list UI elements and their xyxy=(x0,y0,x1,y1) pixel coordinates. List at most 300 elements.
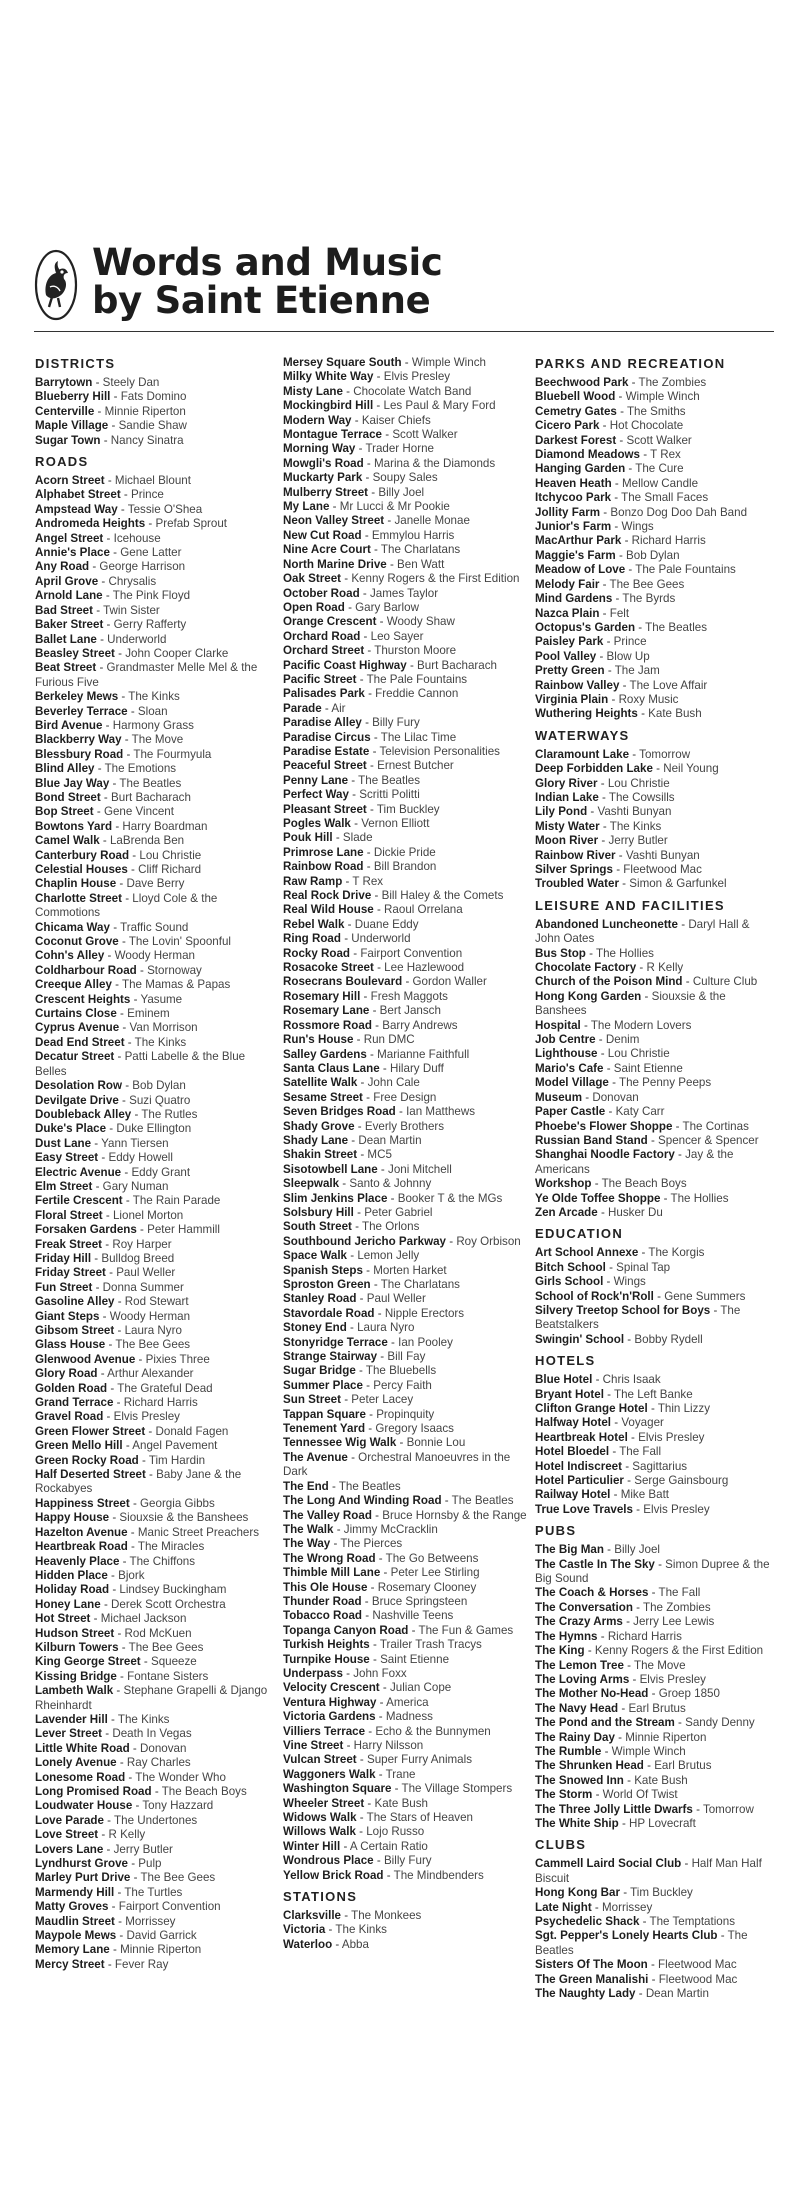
artist-name: Paul Weller xyxy=(116,1266,176,1280)
list-item xyxy=(535,1659,775,1673)
separator: - xyxy=(340,932,352,946)
separator: - xyxy=(441,1494,452,1508)
place-name: Montague Terrace xyxy=(283,428,382,442)
list-item xyxy=(35,1756,275,1770)
list-item xyxy=(35,1540,275,1554)
list-item xyxy=(35,1799,275,1813)
separator: - xyxy=(620,1886,631,1900)
artist-name: Tony Hazzard xyxy=(142,1799,214,1813)
place-name: Floral Street xyxy=(35,1208,103,1222)
place-name: Heavenly Place xyxy=(35,1554,120,1568)
artist-name: Fleetwood Mac xyxy=(658,1972,738,1986)
separator: - xyxy=(375,1767,386,1781)
list-item xyxy=(535,434,775,448)
place-name: Santa Claus Lane xyxy=(283,1061,380,1075)
artist-name: The Cortinas xyxy=(682,1119,749,1133)
place-name: The Navy Head xyxy=(535,1701,619,1715)
separator: - xyxy=(611,1416,622,1430)
place-name: Art School Annexe xyxy=(535,1246,639,1260)
separator: - xyxy=(354,1119,365,1133)
place-name: Silvery Treetop School for Boys xyxy=(535,1303,711,1317)
list-item xyxy=(283,644,531,658)
list-item xyxy=(535,918,775,947)
separator: - xyxy=(100,790,112,804)
artist-name: The Rutles xyxy=(141,1107,198,1121)
place-name: The Valley Road xyxy=(283,1508,372,1522)
place-name: Satellite Walk xyxy=(283,1076,358,1090)
place-name: Marley Purt Drive xyxy=(35,1871,131,1885)
place-name: Hazelton Avenue xyxy=(35,1525,128,1539)
artist-name: Morten Harket xyxy=(373,1263,447,1277)
separator: - xyxy=(609,1445,620,1459)
separator: - xyxy=(122,1439,133,1453)
header-divider xyxy=(34,331,774,332)
list-item xyxy=(35,1929,275,1943)
artist-name: Sloan xyxy=(137,704,168,718)
separator: - xyxy=(105,1338,116,1352)
artist-name: Lou Christie xyxy=(139,848,202,862)
separator: - xyxy=(364,687,376,701)
section-heading: PARKS AND RECREATION xyxy=(535,356,726,371)
separator: - xyxy=(367,1580,378,1594)
artist-name: The Mindbenders xyxy=(393,1868,484,1882)
list-item xyxy=(35,1655,275,1669)
column-2 xyxy=(283,356,531,1952)
place-name: Kilburn Towers xyxy=(35,1640,119,1654)
list-item xyxy=(35,1137,275,1151)
artist-name: Sandy Denny xyxy=(685,1716,755,1730)
list-item xyxy=(283,1667,531,1681)
place-name: Decatur Street xyxy=(35,1050,115,1064)
place-name: Parade xyxy=(283,701,322,715)
artist-name: Steely Dan xyxy=(102,376,160,389)
list-item xyxy=(535,791,775,805)
place-name: Camel Walk xyxy=(35,834,100,848)
separator: - xyxy=(619,678,630,692)
separator: - xyxy=(90,1612,101,1626)
separator: - xyxy=(145,1424,156,1438)
separator: - xyxy=(369,1004,380,1018)
separator: - xyxy=(379,1681,390,1695)
place-name: Widows Walk xyxy=(283,1811,357,1825)
separator: - xyxy=(103,531,114,545)
place-name: Green Flower Street xyxy=(35,1424,146,1438)
list-item xyxy=(35,1454,275,1468)
list-item xyxy=(35,1555,275,1569)
artist-name: Richard Harris xyxy=(631,534,706,548)
place-name: Rossmore Road xyxy=(283,1018,372,1032)
artist-name: Derek Scott Orchestra xyxy=(111,1597,226,1611)
artist-name: Les Paul & Mary Ford xyxy=(383,399,496,413)
separator: - xyxy=(329,500,340,514)
place-name: Peaceful Street xyxy=(283,759,367,773)
list-item xyxy=(35,1021,275,1035)
place-name: Green Rocky Road xyxy=(35,1453,139,1467)
separator: - xyxy=(362,1263,374,1277)
separator: - xyxy=(584,1644,595,1658)
place-name: Blackberry Way xyxy=(35,733,122,747)
list-item xyxy=(535,1558,775,1587)
list-item xyxy=(283,990,531,1004)
place-name: The Naughty Lady xyxy=(535,1987,636,2001)
list-item xyxy=(535,1774,775,1788)
place-name: Tennessee Wig Walk xyxy=(283,1436,397,1450)
artist-name: Fontane Sisters xyxy=(127,1669,209,1683)
separator: - xyxy=(342,874,353,888)
place-name: The Crazy Arms xyxy=(535,1615,623,1629)
list-item xyxy=(283,1321,531,1335)
place-name: Blind Alley xyxy=(35,762,95,776)
place-name: Barrytown xyxy=(35,376,93,389)
artist-name: Groep 1850 xyxy=(658,1687,720,1701)
artist-name: Rod Stewart xyxy=(124,1295,189,1309)
artist-name: Ernest Butcher xyxy=(377,759,454,773)
separator: - xyxy=(678,917,689,931)
separator: - xyxy=(383,1868,394,1882)
artist-name: The Rain Parade xyxy=(132,1194,221,1208)
list-item xyxy=(283,1797,531,1811)
place-name: The Wrong Road xyxy=(283,1551,376,1565)
artist-name: The Go Betweens xyxy=(385,1551,479,1565)
separator: - xyxy=(100,433,111,447)
separator: - xyxy=(386,557,398,571)
page-title xyxy=(92,241,443,322)
header xyxy=(34,241,774,324)
list-item xyxy=(35,892,275,921)
place-name: Ampstead Way xyxy=(35,502,118,516)
artist-name: Gordon Waller xyxy=(412,975,487,989)
separator: - xyxy=(621,1459,633,1473)
artist-name: Suzi Quatro xyxy=(129,1093,191,1107)
separator: - xyxy=(109,1583,120,1597)
place-name: New Cut Road xyxy=(283,528,362,542)
artist-name: Icehouse xyxy=(113,531,161,545)
list-item xyxy=(535,1673,775,1687)
place-name: Lavender Hill xyxy=(35,1712,108,1726)
list-item xyxy=(283,1192,531,1206)
list-item xyxy=(35,762,275,776)
separator: - xyxy=(366,802,377,816)
artist-name: Peter Gabriel xyxy=(364,1205,433,1219)
place-name: The Castle In The Sky xyxy=(535,1557,655,1571)
artist-name: Wimple Winch xyxy=(611,1744,686,1758)
artist-name: Gene Summers xyxy=(664,1289,746,1303)
artist-name: Elvis Presley xyxy=(383,370,451,384)
list-item xyxy=(283,673,531,687)
artist-name: Roy Harper xyxy=(112,1237,172,1251)
artist-name: Fats Domino xyxy=(120,390,187,404)
list-item xyxy=(535,607,775,621)
place-name: Cohn's Alley xyxy=(35,949,105,963)
section-heading: WATERWAYS xyxy=(535,727,630,743)
list-item xyxy=(35,1627,275,1641)
artist-name: The Small Faces xyxy=(621,491,709,505)
place-name: The Mother No-Head xyxy=(535,1687,649,1701)
list-item xyxy=(283,486,531,500)
artist-name: Elvis Presley xyxy=(638,1430,705,1444)
place-name: Maypole Mews xyxy=(35,1929,117,1943)
list-item xyxy=(535,679,775,693)
list-item xyxy=(35,1641,275,1655)
artist-name: Fever Ray xyxy=(114,1957,169,1971)
list-item xyxy=(535,491,775,505)
list-item xyxy=(283,370,531,384)
separator: - xyxy=(648,1687,659,1701)
list-item xyxy=(535,1687,775,1701)
list-item xyxy=(35,1223,275,1237)
place-name: Mercy Street xyxy=(35,1957,105,1971)
list-item xyxy=(35,532,275,546)
artist-name: Jimmy McCracklin xyxy=(343,1522,438,1536)
list-item xyxy=(35,949,275,963)
separator: - xyxy=(122,1194,133,1208)
place-name: Late Night xyxy=(535,1900,592,1914)
artist-name: Richard Harris xyxy=(123,1396,198,1410)
list-item xyxy=(35,921,275,935)
artist-name: Peter Lacey xyxy=(351,1393,414,1407)
separator: - xyxy=(118,1640,129,1654)
separator: - xyxy=(368,485,379,499)
section-heading: ROADS xyxy=(35,454,89,470)
separator: - xyxy=(612,863,624,876)
separator: - xyxy=(341,572,352,586)
artist-name: Laura Nyro xyxy=(357,1321,415,1335)
artist-name: Scott Walker xyxy=(626,433,692,447)
artist-name: Air xyxy=(331,701,346,715)
place-name: Mowgli's Road xyxy=(283,456,364,470)
separator: - xyxy=(361,528,372,542)
list-item xyxy=(35,1238,275,1252)
list-item xyxy=(535,777,775,791)
place-name: Bus Stop xyxy=(535,946,586,960)
separator: - xyxy=(121,891,133,905)
separator: - xyxy=(118,1093,130,1107)
list-item xyxy=(283,1494,531,1508)
list-item xyxy=(535,1886,775,1900)
list-item xyxy=(283,471,531,485)
separator: - xyxy=(373,1854,384,1868)
separator: - xyxy=(121,1079,133,1093)
separator: - xyxy=(370,1278,381,1291)
place-name: The Rumble xyxy=(535,1744,602,1758)
artist-name: The Mamas & Papas xyxy=(122,978,231,992)
artist-name: Lionel Morton xyxy=(112,1208,184,1222)
separator: - xyxy=(114,1626,125,1640)
list-item xyxy=(283,687,531,701)
list-item xyxy=(535,1503,775,1517)
artist-name: Harry Boardman xyxy=(122,819,208,833)
separator: - xyxy=(373,399,384,413)
list-item xyxy=(35,1727,275,1741)
artist-name: Thurston Moore xyxy=(374,644,457,658)
separator: - xyxy=(110,390,121,404)
place-name: Perfect Way xyxy=(283,788,349,802)
artist-name: Ben Watt xyxy=(397,557,445,571)
artist-name: Super Furry Animals xyxy=(366,1753,473,1767)
place-name: Easy Street xyxy=(35,1151,99,1165)
list-item xyxy=(283,860,531,874)
place-name: Hot Street xyxy=(35,1612,91,1626)
artist-name: The Emotions xyxy=(104,762,177,776)
place-name: Salley Gardens xyxy=(283,1047,367,1061)
list-item xyxy=(283,731,531,745)
place-name: Grand Terrace xyxy=(35,1396,114,1410)
list-item xyxy=(283,1595,531,1609)
separator: - xyxy=(599,819,610,833)
separator: - xyxy=(597,776,608,790)
artist-name: Woody Herman xyxy=(109,1309,191,1323)
list-item xyxy=(283,1177,531,1191)
separator: - xyxy=(401,356,412,369)
separator: - xyxy=(132,1799,143,1813)
list-item xyxy=(283,875,531,889)
artist-name: Elvis Presley xyxy=(643,1502,710,1516)
separator: - xyxy=(107,1712,118,1726)
list-item xyxy=(35,1007,275,1021)
separator: - xyxy=(592,1788,603,1802)
separator: - xyxy=(379,1061,390,1075)
artist-name: Leo Sayer xyxy=(370,629,424,643)
place-name: The King xyxy=(535,1644,585,1658)
list-item xyxy=(283,1091,531,1105)
artist-name: Stornoway xyxy=(147,963,202,977)
separator: - xyxy=(585,946,596,960)
place-name: Palisades Park xyxy=(283,687,365,701)
artist-name: Madness xyxy=(385,1710,433,1724)
separator: - xyxy=(151,1785,162,1798)
place-name: Paradise Alley xyxy=(283,716,362,730)
list-item xyxy=(535,1246,775,1260)
separator: - xyxy=(622,1615,634,1629)
list-item xyxy=(283,774,531,788)
artist-name: Emmylou Harris xyxy=(371,528,455,542)
separator: - xyxy=(92,1179,103,1193)
artist-name: Bonnie Lou xyxy=(406,1436,466,1450)
separator: - xyxy=(344,600,356,614)
list-item xyxy=(283,1264,531,1278)
artist-name: Bonzo Dog Doo Dah Band xyxy=(610,505,748,519)
place-name: Duke's Place xyxy=(35,1122,107,1136)
list-item xyxy=(35,1684,275,1713)
place-name: Turkish Heights xyxy=(283,1638,370,1652)
list-item xyxy=(283,831,531,845)
artist-name: Underworld xyxy=(107,632,167,646)
place-name: Junior's Farm xyxy=(535,520,612,534)
place-name: October Road xyxy=(283,586,360,600)
place-name: The White Ship xyxy=(535,1816,619,1830)
list-item xyxy=(283,1609,531,1623)
artist-name: Michael Blount xyxy=(114,474,191,488)
place-name: Oak Street xyxy=(283,572,341,586)
place-name: Creeque Alley xyxy=(35,978,112,992)
list-item xyxy=(35,1713,275,1727)
place-name: Ventura Highway xyxy=(283,1695,377,1709)
list-item xyxy=(35,1122,275,1136)
artist-name: Chris Isaak xyxy=(602,1373,661,1387)
place-name: Pacific Coast Highway xyxy=(283,658,407,672)
list-item xyxy=(535,1206,775,1220)
separator: - xyxy=(446,1234,457,1248)
list-item xyxy=(35,1598,275,1612)
list-item xyxy=(35,1252,275,1266)
artist-name: Felt xyxy=(609,606,630,620)
separator: - xyxy=(603,1387,615,1401)
place-name: Beechwood Park xyxy=(535,376,629,389)
artist-name: Trader Horne xyxy=(365,442,434,456)
separator: - xyxy=(402,975,413,989)
separator: - xyxy=(395,1105,407,1119)
artist-name: Nipple Erectors xyxy=(384,1306,465,1320)
artist-name: The Penny Peeps xyxy=(618,1076,712,1090)
list-item xyxy=(535,1488,775,1502)
place-name: Rosemary Lane xyxy=(283,1004,370,1018)
separator: - xyxy=(114,1914,126,1928)
separator: - xyxy=(710,1303,721,1317)
separator: - xyxy=(346,1321,358,1335)
list-item xyxy=(283,1048,531,1062)
separator: - xyxy=(347,1450,359,1464)
artist-name: Bruce Springsteen xyxy=(371,1594,468,1608)
list-item xyxy=(535,462,775,476)
artist-name: Slade xyxy=(342,831,373,845)
place-name: Holiday Road xyxy=(35,1583,110,1597)
place-name: The Way xyxy=(283,1537,331,1551)
list-item xyxy=(283,1710,531,1724)
artist-name: The Lilac Time xyxy=(380,730,457,744)
place-name: Glory Road xyxy=(35,1367,98,1381)
separator: - xyxy=(648,1972,659,1986)
list-item xyxy=(283,414,531,428)
list-item xyxy=(535,1177,775,1191)
list-item xyxy=(535,1759,775,1773)
list-item xyxy=(283,1076,531,1090)
artist-name: The Love Affair xyxy=(629,678,708,692)
list-item xyxy=(283,558,531,572)
separator: - xyxy=(114,1295,125,1309)
artist-name: Gerry Rafferty xyxy=(113,618,187,632)
place-name: Misty Lane xyxy=(283,384,343,398)
artist-name: Donna Summer xyxy=(102,1280,184,1294)
separator: - xyxy=(365,1724,376,1738)
list-item xyxy=(283,1235,531,1249)
place-name: MacArthur Park xyxy=(535,534,622,548)
separator: - xyxy=(369,1638,380,1652)
list-item xyxy=(35,661,275,690)
separator: - xyxy=(116,1669,128,1683)
separator: - xyxy=(599,577,610,591)
list-item xyxy=(35,1742,275,1756)
artist-name: Kate Bush xyxy=(634,1773,688,1787)
list-item xyxy=(35,1310,275,1324)
artist-name: Saint Etienne xyxy=(613,1061,683,1075)
separator: - xyxy=(637,707,649,721)
place-name: Rosecrans Boulevard xyxy=(283,975,403,989)
separator: - xyxy=(391,1782,402,1796)
list-item xyxy=(535,693,775,707)
place-name: Blue Jay Way xyxy=(35,776,110,790)
artist-name: Scritti Politti xyxy=(359,788,420,802)
artist-name: Donald Fagen xyxy=(155,1424,229,1438)
artist-name: Neil Young xyxy=(663,762,719,776)
list-item xyxy=(535,990,775,1019)
list-item xyxy=(35,1612,275,1626)
place-name: Waterloo xyxy=(283,1937,333,1951)
artist-name: Billy Fury xyxy=(383,1854,432,1868)
place-name: Bluebell Wood xyxy=(535,390,616,404)
artist-name: Bill Brandon xyxy=(373,860,437,874)
place-name: Andromeda Heights xyxy=(35,517,146,531)
separator: - xyxy=(681,1857,692,1871)
